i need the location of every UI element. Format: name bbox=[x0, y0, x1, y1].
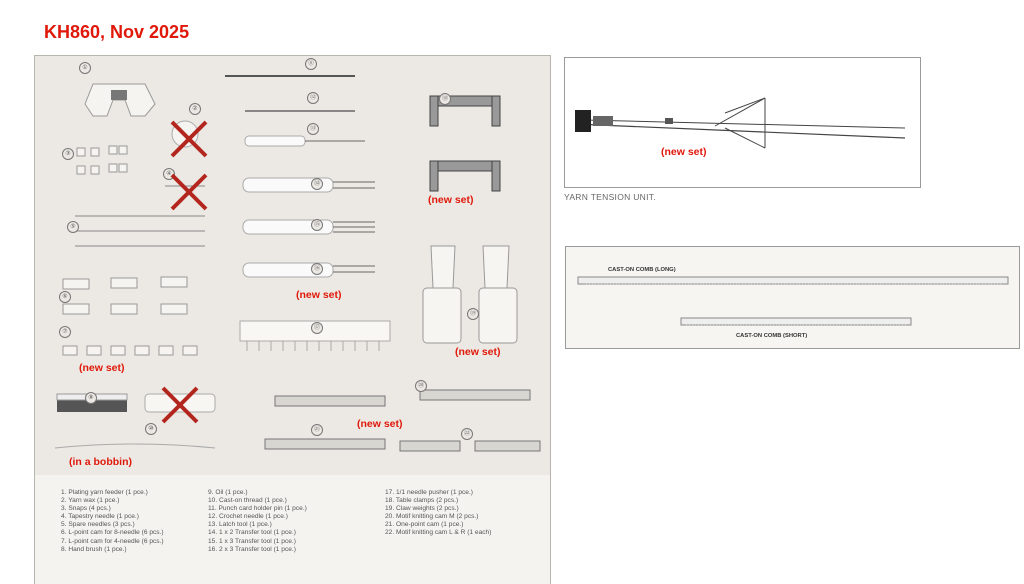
parts-list-item: 13. Latch tool (1 pce.) bbox=[208, 521, 272, 529]
parts-list-column-3 bbox=[385, 489, 491, 538]
snaps bbox=[77, 146, 127, 174]
parts-list-item: 17. 1/1 needle pusher (1 pce.) bbox=[385, 489, 473, 496]
callout-2: ② bbox=[189, 103, 201, 115]
note-new-set-motif: (new set) bbox=[357, 418, 403, 430]
callout-7: ⑦ bbox=[59, 326, 71, 338]
parts-list-item: 11. Punch card holder pin (1 pce.) bbox=[208, 505, 307, 513]
cast-on-comb-short-label: CAST-ON COMB (SHORT) bbox=[736, 333, 808, 339]
callout-11: ⑪ bbox=[305, 58, 317, 70]
note-new-set-weights: (new set) bbox=[455, 346, 501, 358]
parts-list-item: 6. L-point cam for 8-needle (6 pcs.) bbox=[61, 529, 164, 537]
callout-18: ⑱ bbox=[439, 93, 451, 105]
note-new-set-cams: (new set) bbox=[79, 362, 125, 374]
parts-list-column-2 bbox=[208, 489, 307, 554]
callout-14: ⑭ bbox=[311, 178, 323, 190]
note-new-set-yarn: (new set) bbox=[661, 146, 707, 158]
parts-list-item: 14. 1 x 2 Transfer tool (1 pce.) bbox=[208, 529, 296, 537]
parts-list-item: 7. L-point cam for 4-needle (6 pcs.) bbox=[61, 537, 164, 545]
callout-3: ③ bbox=[62, 148, 74, 160]
cross-out-icon bbox=[159, 384, 201, 426]
page-title: KH860, Nov 2025 bbox=[44, 22, 190, 42]
parts-list-item: 8. Hand brush (1 pce.) bbox=[61, 545, 127, 553]
cast-on-comb-photo bbox=[565, 246, 1020, 349]
callout-13: ⑬ bbox=[307, 123, 319, 135]
callout-1: ① bbox=[79, 62, 91, 74]
parts-list-item: 20. Motif knitting cam M (2 pcs.) bbox=[385, 513, 479, 521]
parts-list-item: 3. Snaps (4 pcs.) bbox=[61, 505, 111, 513]
callout-22: ㉒ bbox=[461, 428, 473, 440]
parts-list-item: 1. Plating yarn feeder (1 pce.) bbox=[61, 489, 148, 496]
note-in-bobbin: (in a bobbin) bbox=[69, 456, 132, 468]
callout-8: ⑧ bbox=[85, 392, 97, 404]
callout-19: ⑲ bbox=[467, 308, 479, 320]
parts-list-item: 21. One-point cam (1 pce.) bbox=[385, 521, 464, 529]
parts-list bbox=[34, 475, 551, 584]
parts-list-item: 9. Oil (1 pce.) bbox=[208, 489, 248, 496]
parts-list-item: 5. Spare needles (3 pcs.) bbox=[61, 521, 135, 529]
yarn-tension-drawing bbox=[565, 58, 920, 187]
callout-10: ⑩ bbox=[145, 423, 157, 435]
callout-21: ㉑ bbox=[311, 424, 323, 436]
parts-list-item: 22. Motif knitting cam L & R (1 each) bbox=[385, 529, 492, 537]
callout-4: ④ bbox=[163, 168, 175, 180]
callout-12: ⑫ bbox=[307, 92, 319, 104]
callout-20: ⑳ bbox=[415, 380, 427, 392]
cast-on-comb-long-label: CAST-ON COMB (LONG) bbox=[608, 267, 676, 273]
accessories-photo bbox=[34, 55, 551, 477]
parts-list-item: 15. 1 x 3 Transfer tool (1 pce.) bbox=[208, 537, 296, 545]
callout-15: ⑮ bbox=[311, 219, 323, 231]
cross-out-icon bbox=[168, 118, 210, 160]
parts-list-item: 19. Claw weights (2 pcs.) bbox=[385, 505, 459, 513]
callout-5: ⑤ bbox=[67, 221, 79, 233]
plating-yarn-feeder bbox=[85, 84, 155, 116]
yarn-tension-photo bbox=[564, 57, 921, 188]
parts-list-item: 18. Table clamps (2 pcs.) bbox=[385, 497, 459, 505]
callout-16: ⑯ bbox=[311, 263, 323, 275]
parts-list-item: 12. Crochet needle (1 pce.) bbox=[208, 513, 288, 521]
callout-6: ⑥ bbox=[59, 291, 71, 303]
yarn-tension-caption: YARN TENSION UNIT. bbox=[564, 192, 656, 202]
parts-list-column-1 bbox=[61, 489, 164, 554]
parts-list-item: 10. Cast-on thread (1 pce.) bbox=[208, 497, 287, 505]
cross-out-icon bbox=[168, 171, 210, 213]
accessories-drawing bbox=[35, 56, 550, 476]
parts-list-item: 2. Yarn wax (1 pce.) bbox=[61, 497, 120, 505]
note-new-set-clamps: (new set) bbox=[428, 194, 474, 206]
callout-17: ⑰ bbox=[311, 322, 323, 334]
note-new-set-transfer: (new set) bbox=[296, 289, 342, 301]
parts-list-item: 16. 2 x 3 Transfer tool (1 pce.) bbox=[208, 545, 296, 553]
parts-list-item: 4. Tapestry needle (1 pce.) bbox=[61, 513, 139, 521]
